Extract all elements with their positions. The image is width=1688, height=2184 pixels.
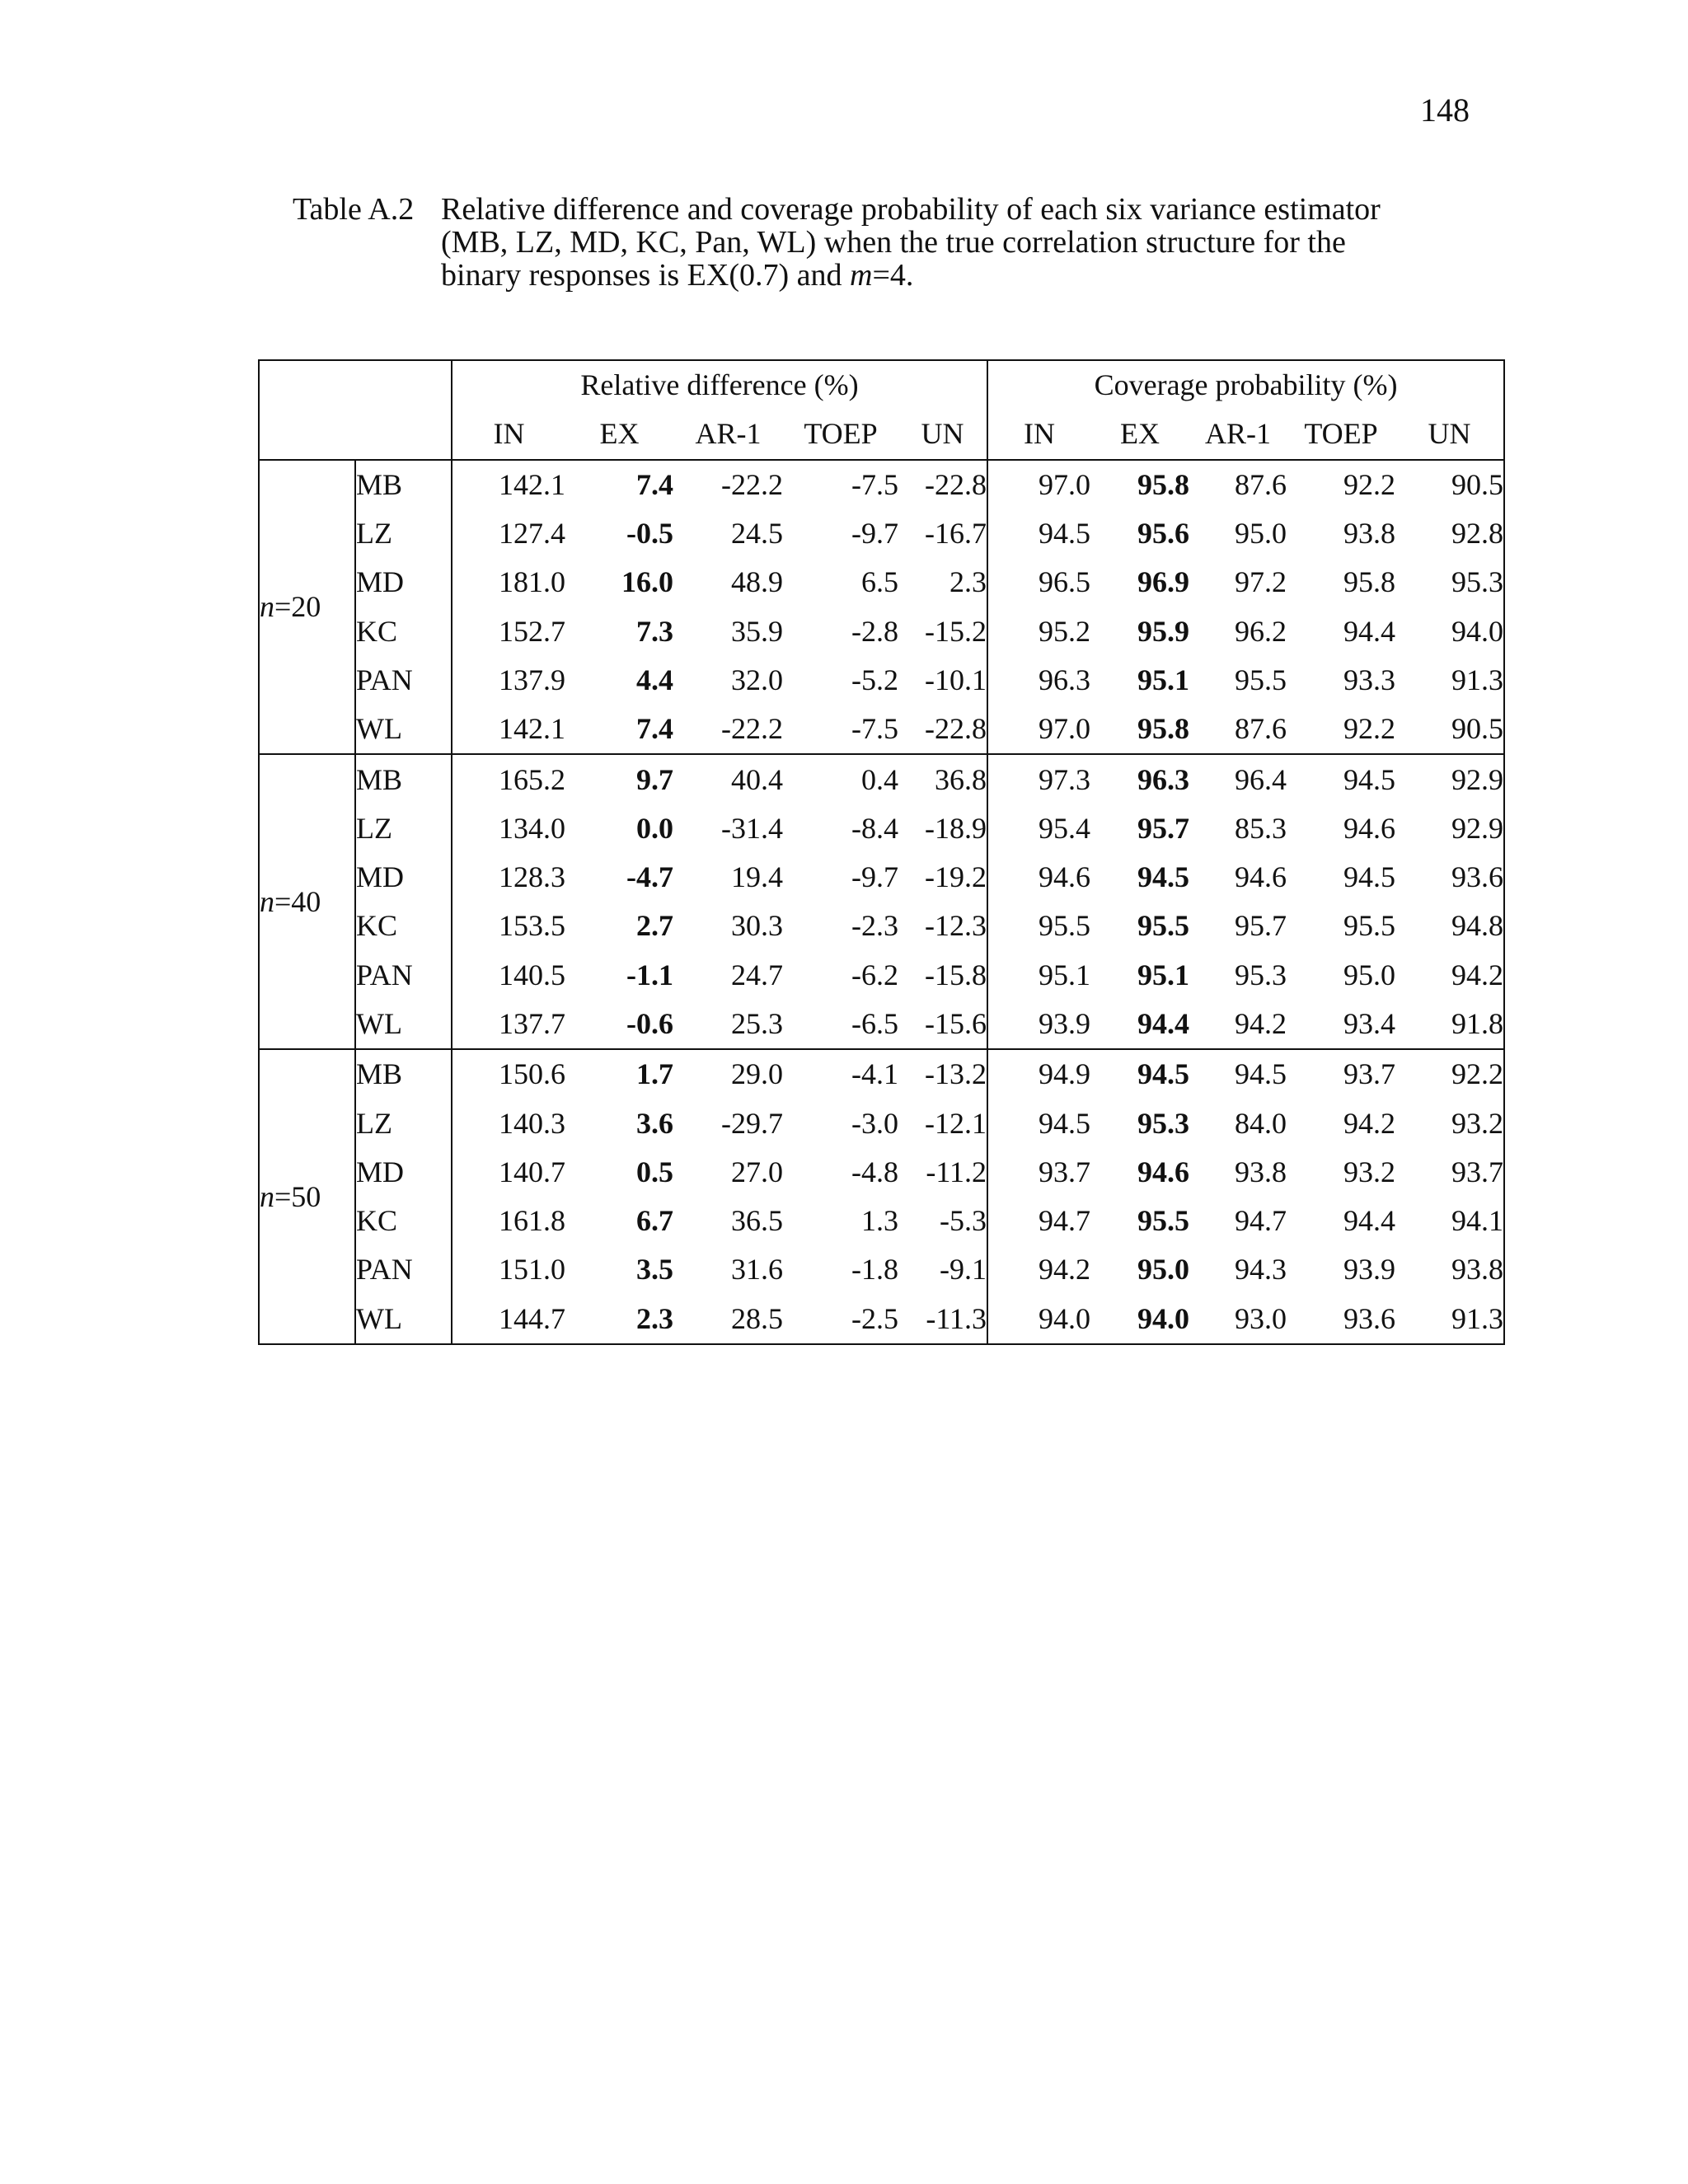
relative-difference-cell: -12.3 [898, 902, 987, 950]
table-row [259, 607, 1504, 655]
relative-difference-cell: 1.3 [861, 1204, 898, 1238]
coverage-probability-cell: 93.0 [1235, 1301, 1287, 1335]
relative-difference-cell: 151.0 [499, 1253, 565, 1286]
coverage-probability-cell: 87.6 [1235, 712, 1287, 746]
coverage-probability-cell: 93.2 [1451, 1106, 1504, 1140]
coverage-probability-cell: 96.2 [1235, 614, 1287, 648]
coverage-probability-cell: 94.2 [1235, 1007, 1287, 1040]
coverage-probability-cell: 96.3 [1090, 754, 1189, 804]
coverage-probability-cell: 93.8 [1451, 1253, 1504, 1286]
relative-difference-cell: -15.8 [898, 951, 987, 1000]
coverage-probability-cell: 94.5 [1287, 754, 1395, 804]
caption-label: Table A.2 [293, 192, 415, 227]
caption-line: (MB, LZ, MD, KC, Pan, WL) when the true correlation structure for the [441, 225, 1346, 260]
coverage-probability-cell: 92.9 [1395, 754, 1504, 804]
coverage-probability-cell: 91.8 [1451, 1007, 1504, 1040]
relative-difference-cell: -4.1 [783, 1049, 898, 1099]
coverage-probability-cell: 96.9 [1137, 565, 1190, 599]
estimator-label: KC [355, 1197, 452, 1245]
sample-size-label: n=20 [259, 460, 355, 755]
coverage-probability-cell: 94.5 [1090, 1049, 1189, 1099]
coverage-probability-cell: 94.5 [1343, 860, 1396, 894]
relative-difference-cell: -9.7 [851, 860, 898, 894]
coverage-probability-cell: 92.8 [1451, 517, 1504, 551]
coverage-probability-cell: 95.0 [1343, 958, 1396, 991]
estimator-label: MB [355, 460, 452, 509]
coverage-probability-cell: 94.0 [1039, 1301, 1091, 1335]
relative-difference-cell: 25.3 [731, 1007, 783, 1040]
relative-difference-cell: -6.2 [851, 958, 898, 991]
estimator-label: MB [355, 754, 452, 804]
relative-difference-cell: 181.0 [499, 565, 565, 599]
relative-difference-cell: -0.5 [626, 517, 673, 551]
coverage-probability-cell: 94.0 [1451, 614, 1504, 648]
coverage-probability-cell: 94.2 [1039, 1253, 1091, 1286]
coverage-probability-cell: 93.6 [1343, 1301, 1396, 1335]
relative-difference-cell: 29.0 [673, 1049, 783, 1099]
coverage-probability-cell: 93.7 [1039, 1155, 1091, 1188]
coverage-probability-cell: 94.4 [1137, 1007, 1190, 1040]
column-header: IN [493, 417, 525, 451]
sample-size-label: n=50 [259, 1049, 355, 1344]
table-row [259, 804, 1504, 853]
estimator-label: WL [355, 1295, 452, 1344]
relative-difference-cell: 36.5 [731, 1204, 783, 1238]
relative-difference-cell: 127.4 [499, 517, 565, 551]
column-header: AR-1 [1205, 417, 1272, 451]
coverage-probability-cell: 93.9 [1343, 1253, 1396, 1286]
estimator-label: PAN [355, 951, 452, 1000]
coverage-probability-cell: 97.2 [1235, 565, 1287, 599]
coverage-probability-cell: 93.2 [1343, 1155, 1396, 1188]
relative-difference-cell: -2.5 [851, 1301, 898, 1335]
coverage-probability-cell: 94.2 [1343, 1106, 1396, 1140]
relative-difference-cell: -9.1 [898, 1245, 987, 1294]
coverage-probability-cell: 93.3 [1343, 663, 1396, 696]
relative-difference-cell: -0.6 [626, 1007, 673, 1040]
relative-difference-cell: -11.3 [898, 1295, 987, 1344]
estimator-label: KC [355, 607, 452, 655]
relative-difference-cell: 2.3 [636, 1301, 673, 1335]
relative-difference-cell: 152.7 [499, 614, 565, 648]
table-row [259, 853, 1504, 902]
coverage-probability-cell: 97.0 [987, 460, 1090, 509]
coverage-probability-cell: 95.1 [1039, 958, 1091, 991]
relative-difference-cell: 36.8 [898, 754, 987, 804]
relative-difference-cell: -22.2 [721, 712, 783, 746]
caption-text [441, 193, 1430, 292]
coverage-probability-cell: 95.5 [1235, 663, 1287, 696]
relative-difference-cell: 128.3 [499, 860, 565, 894]
table-row [259, 1000, 1504, 1049]
coverage-probability-cell: 94.1 [1451, 1204, 1504, 1238]
coverage-probability-cell: 95.5 [1039, 909, 1091, 943]
estimator-label: LZ [355, 804, 452, 853]
group-header-relative: Relative difference (%) [452, 360, 987, 410]
group-header-coverage: Coverage probability (%) [1094, 368, 1398, 402]
estimator-label: PAN [355, 1245, 452, 1294]
relative-difference-cell: 3.6 [636, 1106, 673, 1140]
table-row [259, 460, 1504, 509]
coverage-probability-cell: 94.4 [1343, 1204, 1396, 1238]
column-header: IN [1024, 417, 1056, 451]
table-row [259, 1245, 1504, 1294]
coverage-probability-cell: 97.3 [987, 754, 1090, 804]
table-row [259, 558, 1504, 607]
relative-difference-cell: -1.1 [626, 958, 673, 991]
relative-difference-cell: 31.6 [731, 1253, 783, 1286]
relative-difference-cell: -5.2 [851, 663, 898, 696]
relative-difference-cell: 134.0 [499, 811, 565, 845]
header-row [259, 360, 1504, 410]
table-row [259, 951, 1504, 1000]
column-header: UN [898, 410, 987, 459]
relative-difference-cell: 165.2 [452, 754, 565, 804]
coverage-probability-cell: 87.6 [1189, 460, 1287, 509]
page-number: 148 [1420, 91, 1470, 129]
coverage-probability-cell: 95.8 [1343, 565, 1396, 599]
relative-difference-cell: 32.0 [731, 663, 783, 696]
coverage-probability-cell: 95.3 [1451, 565, 1504, 599]
coverage-probability-cell: 93.4 [1343, 1007, 1396, 1040]
coverage-probability-cell: 92.2 [1287, 460, 1395, 509]
relative-difference-cell: -18.9 [898, 804, 987, 853]
relative-difference-cell: -1.8 [851, 1253, 898, 1286]
relative-difference-cell: 150.6 [452, 1049, 565, 1099]
relative-difference-cell: 137.9 [499, 663, 565, 696]
column-header: TOEP [1304, 417, 1378, 451]
relative-difference-cell: -11.2 [898, 1148, 987, 1197]
results-table [258, 359, 1505, 1345]
relative-difference-cell: -15.2 [898, 607, 987, 655]
relative-difference-cell: 35.9 [731, 614, 783, 648]
coverage-probability-cell: 95.0 [1137, 1253, 1190, 1286]
coverage-probability-cell: 84.0 [1235, 1106, 1287, 1140]
coverage-probability-cell: 93.8 [1343, 517, 1396, 551]
coverage-probability-cell: 94.5 [1137, 860, 1190, 894]
column-header: UN [1428, 417, 1471, 451]
coverage-probability-cell: 94.2 [1451, 958, 1504, 991]
estimator-label: LZ [355, 1099, 452, 1147]
estimator-label: PAN [355, 656, 452, 705]
relative-difference-cell: 142.1 [452, 460, 565, 509]
relative-difference-cell: -6.5 [851, 1007, 898, 1040]
relative-difference-cell: 144.7 [499, 1301, 565, 1335]
coverage-probability-cell: 95.1 [1137, 958, 1190, 991]
table-row [259, 1099, 1504, 1147]
coverage-probability-cell: 95.4 [1039, 811, 1091, 845]
relative-difference-cell: 28.5 [731, 1301, 783, 1335]
relative-difference-cell: -15.6 [898, 1000, 987, 1049]
relative-difference-cell: 0.0 [636, 811, 673, 845]
coverage-probability-cell: 94.3 [1235, 1253, 1287, 1286]
coverage-probability-cell: 96.4 [1189, 754, 1287, 804]
coverage-probability-cell: 95.5 [1343, 909, 1396, 943]
table-row [259, 656, 1504, 705]
relative-difference-cell: 4.4 [636, 663, 673, 696]
coverage-probability-cell: 93.8 [1235, 1155, 1287, 1188]
relative-difference-cell: -9.7 [851, 517, 898, 551]
coverage-probability-cell: 90.5 [1395, 460, 1504, 509]
relative-difference-cell: -7.5 [851, 712, 898, 746]
coverage-probability-cell: 92.9 [1451, 811, 1504, 845]
estimator-label: MD [355, 558, 452, 607]
estimator-label: MB [355, 1049, 452, 1099]
coverage-probability-cell: 94.5 [1039, 517, 1091, 551]
column-header: EX [599, 417, 640, 451]
coverage-probability-cell: 91.3 [1451, 1301, 1504, 1335]
estimator-label: LZ [355, 509, 452, 558]
coverage-probability-cell: 95.8 [1137, 712, 1190, 746]
coverage-probability-cell: 95.3 [1235, 958, 1287, 991]
estimator-label: MD [355, 853, 452, 902]
coverage-probability-cell: 95.7 [1137, 811, 1190, 845]
relative-difference-cell: 0.4 [783, 754, 898, 804]
relative-difference-cell: -2.8 [851, 614, 898, 648]
coverage-probability-cell: 93.7 [1287, 1049, 1395, 1099]
column-header: AR-1 [695, 417, 762, 451]
relative-difference-cell: 16.0 [621, 565, 673, 599]
coverage-probability-cell: 94.6 [1039, 860, 1091, 894]
relative-difference-cell: -13.2 [898, 1049, 987, 1099]
relative-difference-cell: -16.7 [898, 509, 987, 558]
column-header: TOEP [804, 417, 878, 451]
relative-difference-cell: 24.5 [731, 517, 783, 551]
estimator-label: MD [355, 1148, 452, 1197]
coverage-probability-cell: 94.5 [1189, 1049, 1287, 1099]
coverage-probability-cell: 91.3 [1451, 663, 1504, 696]
table-row [259, 754, 1504, 804]
relative-difference-cell: 140.3 [499, 1106, 565, 1140]
relative-difference-cell: -8.4 [851, 811, 898, 845]
coverage-probability-cell: 90.5 [1451, 712, 1504, 746]
estimator-label: WL [355, 1000, 452, 1049]
coverage-probability-cell: 93.6 [1451, 860, 1504, 894]
relative-difference-cell: 40.4 [673, 754, 783, 804]
relative-difference-cell: -22.2 [673, 460, 783, 509]
relative-difference-cell: 140.7 [499, 1155, 565, 1188]
relative-difference-cell: 30.3 [731, 909, 783, 943]
relative-difference-cell: -7.5 [783, 460, 898, 509]
table-row [259, 1148, 1504, 1197]
coverage-probability-cell: 95.0 [1235, 517, 1287, 551]
relative-difference-cell: 24.7 [731, 958, 783, 991]
coverage-probability-cell: 85.3 [1235, 811, 1287, 845]
relative-difference-cell: 7.3 [636, 614, 673, 648]
relative-difference-cell: 7.4 [565, 460, 673, 509]
corner-cell [259, 360, 452, 460]
coverage-probability-cell: 95.8 [1090, 460, 1189, 509]
table-row [259, 902, 1504, 950]
coverage-probability-cell: 95.5 [1137, 909, 1190, 943]
relative-difference-cell: 9.7 [565, 754, 673, 804]
relative-difference-cell: 153.5 [499, 909, 565, 943]
coverage-probability-cell: 95.5 [1137, 1204, 1190, 1238]
coverage-probability-cell: 93.7 [1451, 1155, 1504, 1188]
relative-difference-cell: -4.8 [851, 1155, 898, 1188]
coverage-probability-cell: 94.7 [1039, 1204, 1091, 1238]
sample-size-label: n=40 [259, 754, 355, 1049]
coverage-probability-cell: 95.3 [1137, 1106, 1190, 1140]
coverage-probability-cell: 96.3 [1039, 663, 1091, 696]
coverage-probability-cell: 94.8 [1451, 909, 1504, 943]
relative-difference-cell: -29.7 [721, 1106, 783, 1140]
coverage-probability-cell: 96.5 [1039, 565, 1091, 599]
relative-difference-cell: 140.5 [499, 958, 565, 991]
relative-difference-cell: 48.9 [731, 565, 783, 599]
relative-difference-cell: 27.0 [731, 1155, 783, 1188]
coverage-probability-cell: 94.6 [1343, 811, 1396, 845]
coverage-probability-cell: 92.2 [1343, 712, 1396, 746]
coverage-probability-cell: 95.6 [1137, 517, 1190, 551]
relative-difference-cell: 2.7 [636, 909, 673, 943]
relative-difference-cell: -12.1 [898, 1099, 987, 1147]
relative-difference-cell: 137.7 [499, 1007, 565, 1040]
relative-difference-cell: 6.7 [636, 1204, 673, 1238]
coverage-probability-cell: 94.7 [1235, 1204, 1287, 1238]
coverage-probability-cell: 94.6 [1235, 860, 1287, 894]
relative-difference-cell: -2.3 [851, 909, 898, 943]
table-row [259, 705, 1504, 754]
coverage-probability-cell: 93.9 [1039, 1007, 1091, 1040]
coverage-probability-cell: 95.2 [1039, 614, 1091, 648]
coverage-probability-cell: 94.0 [1137, 1301, 1190, 1335]
coverage-probability-cell: 97.0 [1039, 712, 1091, 746]
relative-difference-cell: 19.4 [731, 860, 783, 894]
relative-difference-cell: -3.0 [851, 1106, 898, 1140]
table-row [259, 509, 1504, 558]
relative-difference-cell: -5.3 [898, 1197, 987, 1245]
relative-difference-cell: -22.8 [898, 460, 987, 509]
coverage-probability-cell: 94.9 [987, 1049, 1090, 1099]
table-row [259, 1049, 1504, 1099]
relative-difference-cell: -4.7 [626, 860, 673, 894]
relative-difference-cell: 3.5 [636, 1253, 673, 1286]
coverage-probability-cell: 94.6 [1137, 1155, 1190, 1188]
relative-difference-cell: -19.2 [898, 853, 987, 902]
relative-difference-cell: -31.4 [721, 811, 783, 845]
relative-difference-cell: 7.4 [636, 712, 673, 746]
table-row [259, 1295, 1504, 1344]
column-header: EX [1120, 417, 1160, 451]
relative-difference-cell: 161.8 [499, 1204, 565, 1238]
estimator-label: KC [355, 902, 452, 950]
relative-difference-cell: -10.1 [898, 656, 987, 705]
coverage-probability-cell: 92.2 [1395, 1049, 1504, 1099]
caption-line: binary responses is EX(0.7) and m=4. [441, 258, 914, 293]
caption-line: Relative difference and coverage probability of each six variance estimator [441, 192, 1381, 227]
coverage-probability-cell: 94.4 [1343, 614, 1396, 648]
coverage-probability-cell: 94.5 [1039, 1106, 1091, 1140]
relative-difference-cell: 142.1 [499, 712, 565, 746]
coverage-probability-cell: 95.7 [1235, 909, 1287, 943]
relative-difference-cell: -22.8 [898, 705, 987, 754]
table-row [259, 1197, 1504, 1245]
relative-difference-cell: 2.3 [898, 558, 987, 607]
coverage-probability-cell: 95.1 [1137, 663, 1190, 696]
estimator-label: WL [355, 705, 452, 754]
relative-difference-cell: 6.5 [861, 565, 898, 599]
relative-difference-cell: 0.5 [636, 1155, 673, 1188]
coverage-probability-cell: 95.9 [1137, 614, 1190, 648]
relative-difference-cell: 1.7 [565, 1049, 673, 1099]
